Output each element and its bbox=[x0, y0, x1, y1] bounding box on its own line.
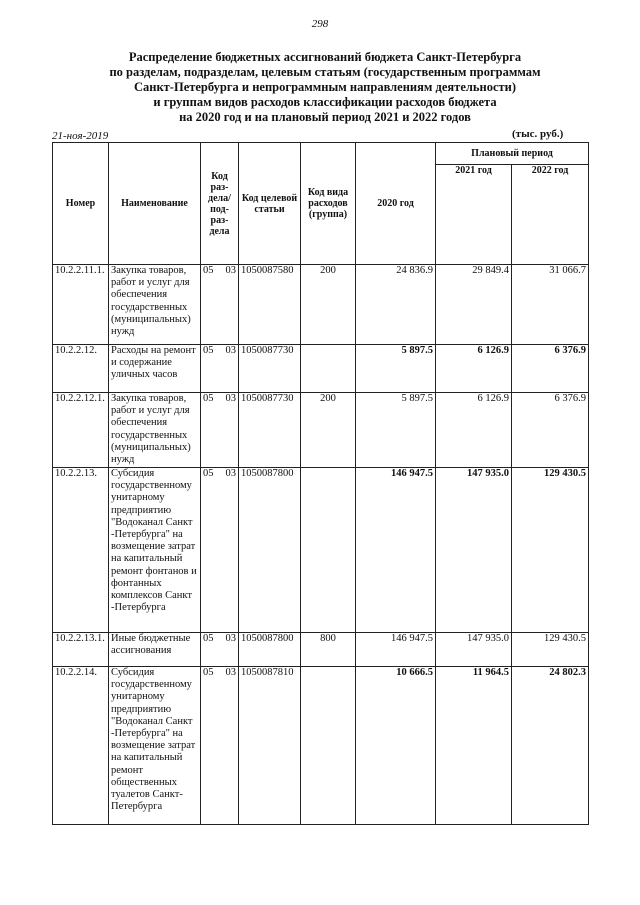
cell-subsection-code: 03 bbox=[225, 667, 236, 678]
unit-label: (тыс. руб.) bbox=[512, 128, 564, 140]
cell-article: 1050087730 bbox=[239, 393, 301, 468]
title-line: и группам видов расходов классификации расходов бюджета bbox=[153, 95, 497, 109]
cell-article: 1050087580 bbox=[239, 265, 301, 345]
header-number: Номер bbox=[53, 143, 109, 265]
table-row bbox=[53, 667, 589, 825]
cell-2022: 31 066.7 bbox=[512, 265, 589, 345]
cell-number: 10.2.2.11.1. bbox=[53, 265, 109, 345]
cell-2021: 147 935.0 bbox=[436, 633, 512, 667]
cell-2022: 24 802.3 bbox=[512, 667, 589, 825]
cell-2021: 147 935.0 bbox=[436, 468, 512, 633]
cell-section bbox=[201, 345, 239, 393]
cell-2022: 6 376.9 bbox=[512, 393, 589, 468]
cell-type: 200 bbox=[301, 393, 356, 468]
budget-table bbox=[52, 142, 589, 825]
cell-type: 800 bbox=[301, 633, 356, 667]
cell-2020: 10 666.5 bbox=[356, 667, 436, 825]
cell-number: 10.2.2.13.1. bbox=[53, 633, 109, 667]
cell-type: 200 bbox=[301, 265, 356, 345]
cell-section-code: 05 bbox=[203, 265, 214, 276]
table-row bbox=[53, 633, 589, 667]
cell-subsection-code: 03 bbox=[225, 633, 236, 644]
cell-type bbox=[301, 345, 356, 393]
title-line: Санкт-Петербурга и непрограммным направлениям деятельности) bbox=[133, 80, 516, 94]
title-line: по разделам, подразделам, целевым статьям (государственным программам bbox=[109, 65, 541, 79]
cell-2020: 146 947.5 bbox=[356, 468, 436, 633]
cell-2022: 6 376.9 bbox=[512, 345, 589, 393]
header-2022: 2022 год bbox=[512, 165, 589, 265]
table-row bbox=[53, 265, 589, 345]
header-planned-period: Плановый период bbox=[436, 143, 589, 165]
cell-section-code: 05 bbox=[203, 393, 214, 404]
cell-2020: 5 897.5 bbox=[356, 393, 436, 468]
cell-name: Иные бюджетные ассигнования bbox=[109, 633, 201, 667]
cell-2021: 11 964.5 bbox=[436, 667, 512, 825]
cell-article: 1050087730 bbox=[239, 345, 301, 393]
header-name: Наименование bbox=[109, 143, 201, 265]
cell-2021: 6 126.9 bbox=[436, 345, 512, 393]
cell-2020: 24 836.9 bbox=[356, 265, 436, 345]
cell-2021: 29 849.4 bbox=[436, 265, 512, 345]
cell-section bbox=[201, 393, 239, 468]
header-2020: 2020 год bbox=[356, 143, 436, 265]
cell-2021: 6 126.9 bbox=[436, 393, 512, 468]
cell-number: 10.2.2.12.1. bbox=[53, 393, 109, 468]
title-line: на 2020 год и на плановый период 2021 и 2022 годов bbox=[179, 110, 471, 124]
header-type: Код вида расходов (группа) bbox=[301, 143, 356, 265]
cell-2020: 5 897.5 bbox=[356, 345, 436, 393]
header-2021: 2021 год bbox=[436, 165, 512, 265]
cell-2022: 129 430.5 bbox=[512, 633, 589, 667]
cell-name: Расходы на ремонт и содержание уличных часов bbox=[109, 345, 201, 393]
cell-subsection-code: 03 bbox=[225, 468, 236, 479]
cell-section bbox=[201, 468, 239, 633]
cell-section bbox=[201, 667, 239, 825]
cell-subsection-code: 03 bbox=[225, 265, 236, 276]
cell-subsection-code: 03 bbox=[225, 345, 236, 356]
cell-article: 1050087810 bbox=[239, 667, 301, 825]
cell-name: Субсидия государственному унитарному предприятию "Водоканал Санкт -Петербурга" на возмещение затрат на капитальный ремонт фонтанов и фонтанных комплексов Санкт -Петербурга bbox=[109, 468, 201, 633]
cell-name: Субсидия государственному унитарному предприятию "Водоканал Санкт -Петербурга" на возмещение затрат на капитальный ремонт общественных туалетов Санкт-Петербурга bbox=[109, 667, 201, 825]
cell-subsection-code: 03 bbox=[225, 393, 236, 404]
table-row bbox=[53, 468, 589, 633]
table-row bbox=[53, 393, 589, 468]
header-section: Код раз-дела/ под-раз-дела bbox=[201, 143, 239, 265]
cell-type bbox=[301, 667, 356, 825]
cell-2020: 146 947.5 bbox=[356, 633, 436, 667]
cell-article: 1050087800 bbox=[239, 633, 301, 667]
page-number: 298 bbox=[311, 18, 329, 30]
cell-number: 10.2.2.12. bbox=[53, 345, 109, 393]
cell-number: 10.2.2.13. bbox=[53, 468, 109, 633]
cell-name: Закупка товаров, работ и услуг для обеспечения государственных (муниципальных) нужд bbox=[109, 265, 201, 345]
cell-section bbox=[201, 633, 239, 667]
table-row bbox=[53, 345, 589, 393]
document-date: 21-ноя-2019 bbox=[52, 130, 109, 142]
document-title bbox=[60, 50, 590, 125]
cell-number: 10.2.2.14. bbox=[53, 667, 109, 825]
header-article: Код целевой статьи bbox=[239, 143, 301, 265]
cell-section-code: 05 bbox=[203, 633, 214, 644]
cell-2022: 129 430.5 bbox=[512, 468, 589, 633]
cell-type bbox=[301, 468, 356, 633]
title-line: Распределение бюджетных ассигнований бюджета Санкт-Петербурга bbox=[128, 50, 522, 64]
cell-name: Закупка товаров, работ и услуг для обеспечения государственных (муниципальных) нужд bbox=[109, 393, 201, 468]
cell-article: 1050087800 bbox=[239, 468, 301, 633]
cell-section-code: 05 bbox=[203, 345, 214, 356]
cell-section bbox=[201, 265, 239, 345]
cell-section-code: 05 bbox=[203, 667, 214, 678]
cell-section-code: 05 bbox=[203, 468, 214, 479]
